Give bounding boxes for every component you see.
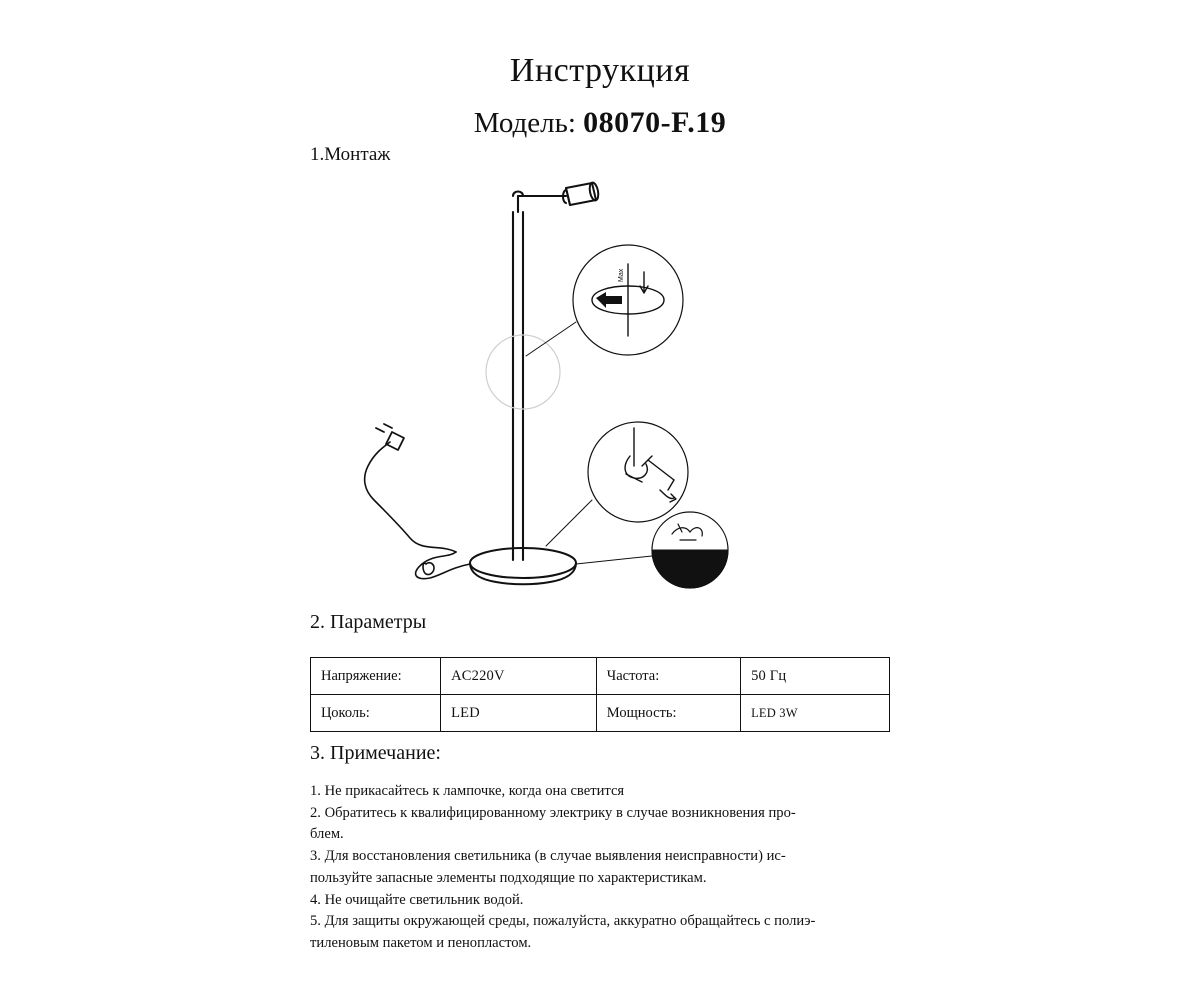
param-key-socket: Цоколь:: [311, 695, 441, 732]
param-key-power: Мощность:: [596, 695, 740, 732]
param-key-frequency: Частота:: [596, 658, 740, 695]
section-heading-install: 1.Монтаж: [310, 144, 391, 165]
model-label: Модель:: [473, 107, 576, 139]
note-line: 2. Обратитесь к квалифицированному электрику в случае возникновения про-: [310, 804, 796, 821]
model-value: 08070-F.19: [583, 106, 727, 139]
note-line: 4. Не очищайте светильник водой.: [310, 891, 524, 908]
page-title: Инструкция: [509, 52, 691, 89]
table-row: [311, 695, 890, 732]
assembly-figure: [330, 160, 890, 600]
section-heading-params: 2. Параметры: [310, 611, 427, 633]
note-line: тиленовым пакетом и пенопластом.: [310, 935, 532, 952]
parameters-table: [310, 657, 890, 732]
note-line: блем.: [310, 826, 344, 843]
table-row: [311, 658, 890, 695]
param-value-voltage: AC220V: [441, 658, 597, 695]
model-line: [0, 106, 1200, 140]
note-line: 3. Для восстановления светильника (в случае выявления неисправности) ис-: [310, 848, 786, 865]
section-heading-notes: 3. Примечание:: [310, 742, 441, 764]
note-line: 1. Не прикасайтесь к лампочке, когда она светится: [310, 783, 625, 799]
assembly-diagram: [330, 160, 890, 600]
param-value-frequency: 50 Гц: [741, 658, 890, 695]
param-key-voltage: Напряжение:: [311, 658, 441, 695]
callout-top-label: Max: [618, 268, 625, 282]
notes-list: [310, 781, 910, 955]
note-line: 5. Для защиты окружающей среды, пожалуйста, аккуратно обращайтесь с полиэ-: [310, 913, 816, 930]
note-line: пользуйте запасные элементы подходящие по характеристикам.: [310, 869, 707, 886]
param-value-power: LED 3W: [741, 695, 890, 732]
param-value-socket: LED: [441, 695, 597, 732]
